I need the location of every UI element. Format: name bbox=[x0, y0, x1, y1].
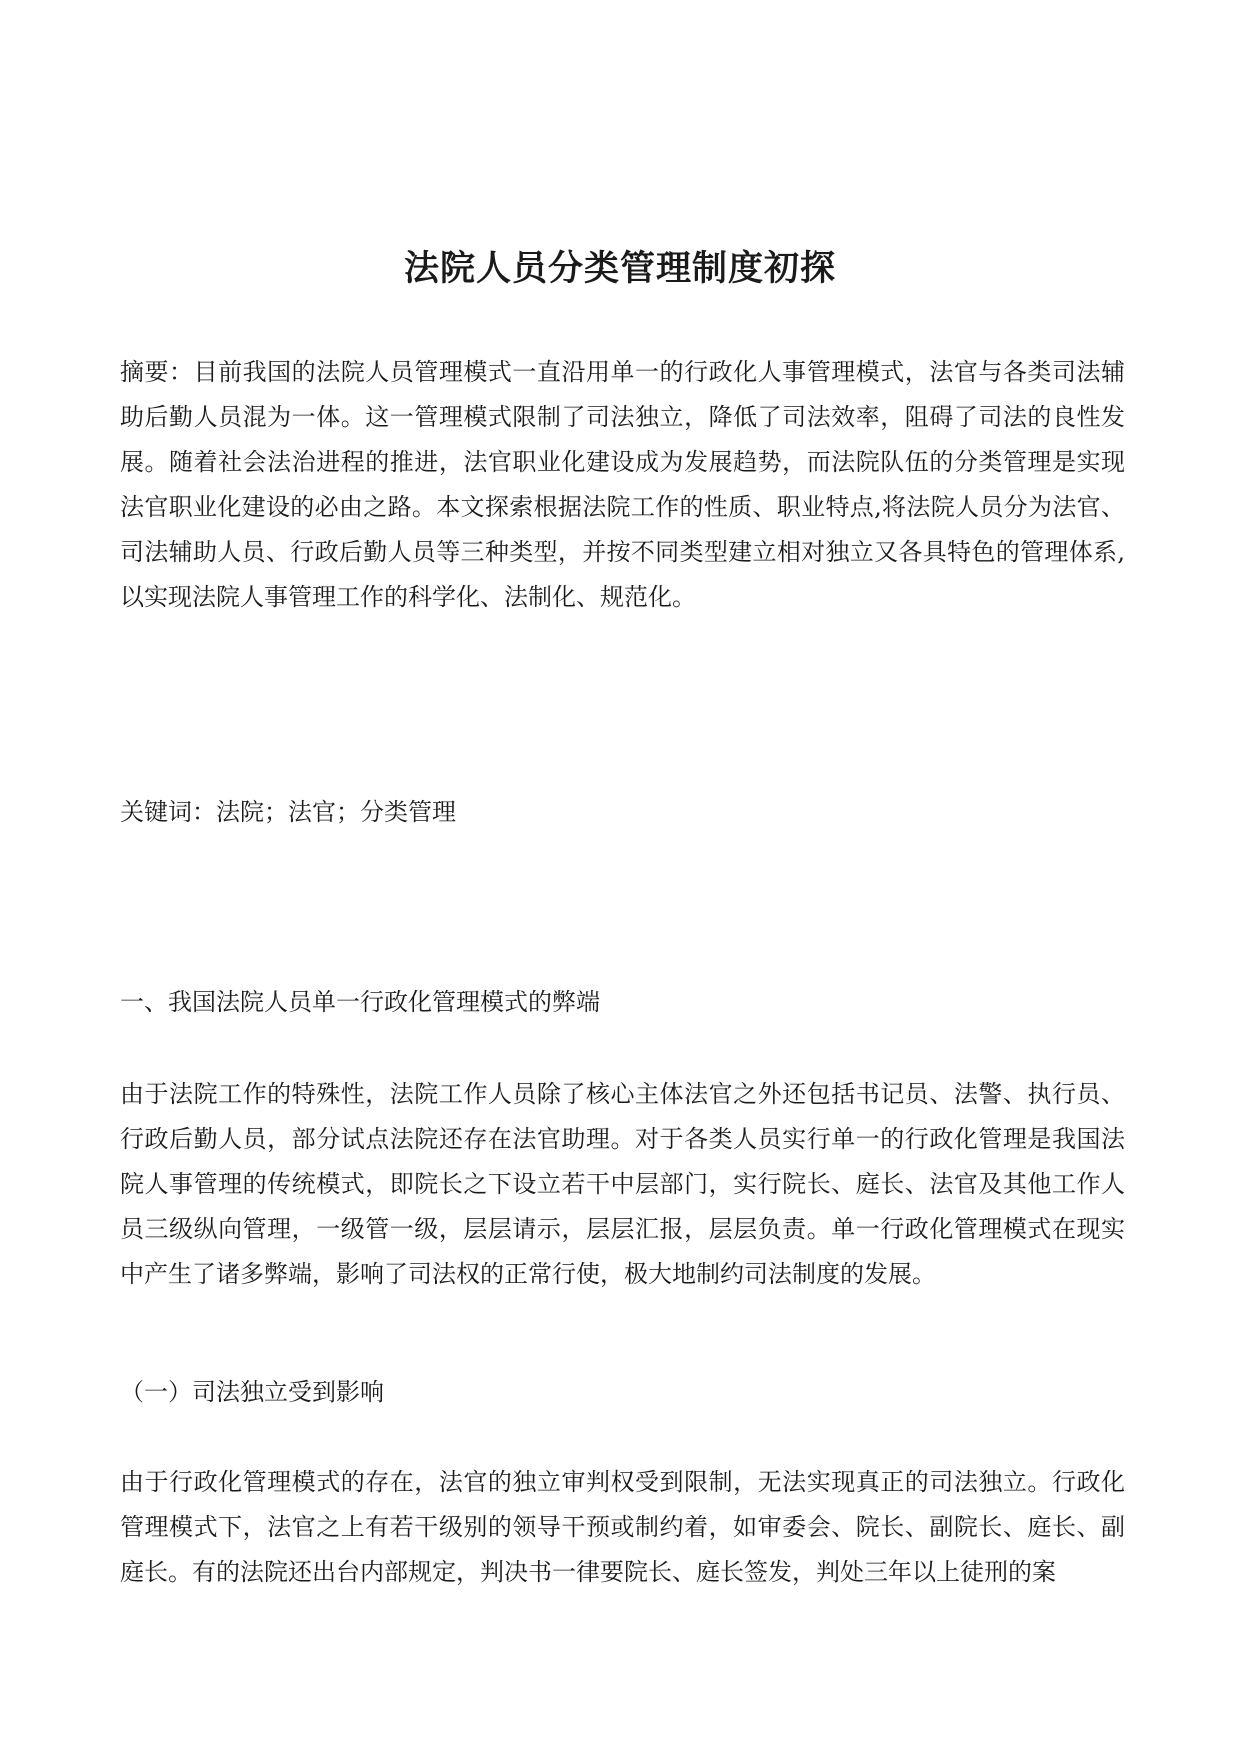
keywords-label: 关键词： bbox=[120, 798, 216, 826]
abstract-paragraph bbox=[120, 350, 1125, 620]
document-title: 法院人员分类管理制度初探 bbox=[403, 248, 836, 290]
subsection-1-paragraph: 由于行政化管理模式的存在，法官的独立审判权受到限制，无法实现真正的司法独立。行政化管理模式下，法官之上有若干级别的领导干预或制约着，如审委会、院长、副院长、庭长、副庭长。有的法院还出台内部规定，判决书一律要院长、庭长签发，判处三年以上徒刑的案 bbox=[120, 1468, 1125, 1586]
keywords-line bbox=[120, 790, 1125, 835]
section-1-heading: 一、我国法院人员单一行政化管理模式的弊端 bbox=[120, 988, 600, 1016]
keywords-text: 法院；法官；分类管理 bbox=[216, 798, 456, 826]
section-1-paragraph: 由于法院工作的特殊性，法院工作人员除了核心主体法官之外还包括书记员、法警、执行员、行政后勤人员，部分试点法院还存在法官助理。对于各类人员实行单一的行政化管理是我国法院人事管理的传统模式，即院长之下设立若干中层部门，实行院长、庭长、法官及其他工作人员三级纵向管理，一级管一级，层层请示，层层汇报，层层负责。单一行政化管理模式在现实中产生了诸多弊端，影响了司法权的正常行使，极大地制约司法制度的发展。 bbox=[120, 1080, 1125, 1288]
subsection-1-heading: （一）司法独立受到影响 bbox=[120, 1378, 384, 1406]
abstract-text: 目前我国的法院人员管理模式一直沿用单一的行政化人事管理模式，法官与各类司法辅助后勤人员混为一体。这一管理模式限制了司法独立，降低了司法效率，阻碍了司法的良性发展。随着社会法治进程的推进，法官职业化建设成为发展趋势，而法院队伍的分类管理是实现法官职业化建设的必由之路。本文探索根据法院工作的性质、职业特点,将法院人员分为法官、司法辅助人员、行政后勤人员等三种类型，并按不同类型建立相对独立又各具特色的管理体系,以实现法院人事管理工作的科学化、法制化、规范化。 bbox=[120, 358, 1126, 611]
abstract-label: 摘要： bbox=[120, 358, 194, 386]
